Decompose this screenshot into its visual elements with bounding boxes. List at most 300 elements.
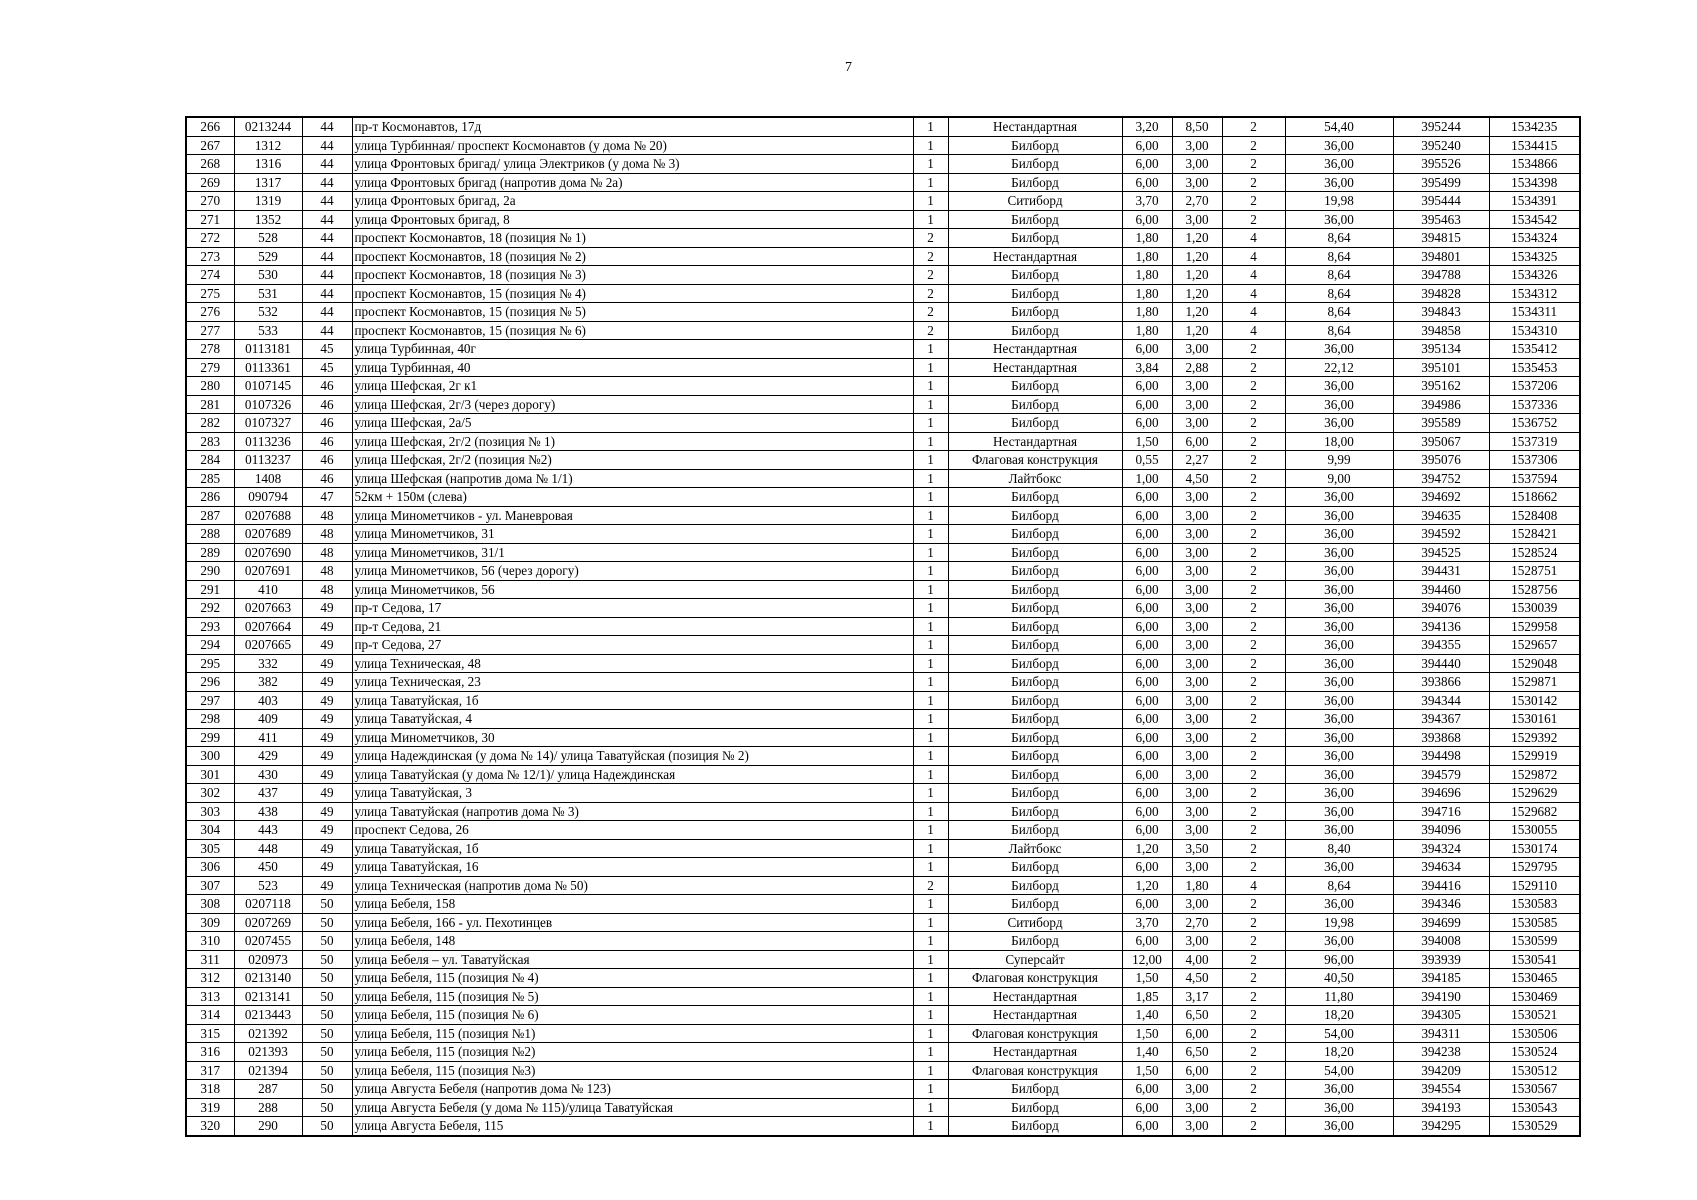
y-coordinate-cell: 1529048 bbox=[1489, 654, 1580, 673]
address-cell: проспект Космонавтов, 15 (позиция № 5) bbox=[352, 303, 913, 322]
width-cell: 6,00 bbox=[1122, 506, 1172, 525]
address-cell: улица Бебеля, 158 bbox=[352, 895, 913, 914]
sides-cell: 2 bbox=[1222, 858, 1285, 877]
height-cell: 6,00 bbox=[1172, 1024, 1222, 1043]
width-cell: 1,20 bbox=[1122, 839, 1172, 858]
table-row bbox=[186, 117, 1580, 136]
x-coordinate-cell: 394699 bbox=[1393, 913, 1489, 932]
x-coordinate-cell: 394416 bbox=[1393, 876, 1489, 895]
height-cell: 1,20 bbox=[1172, 321, 1222, 340]
area-cell: 40,50 bbox=[1285, 969, 1393, 988]
code-cell: 443 bbox=[234, 821, 302, 840]
table-row bbox=[186, 1061, 1580, 1080]
area-cell: 36,00 bbox=[1285, 636, 1393, 655]
row-number-cell: 317 bbox=[186, 1061, 234, 1080]
width-cell: 6,00 bbox=[1122, 747, 1172, 766]
sides-cell: 4 bbox=[1222, 303, 1285, 322]
address-cell: улица Техническая, 23 bbox=[352, 673, 913, 692]
quantity-cell: 1 bbox=[913, 1061, 948, 1080]
row-number-cell: 268 bbox=[186, 155, 234, 174]
address-cell: улица Шефская, 2г/2 (позиция № 1) bbox=[352, 432, 913, 451]
height-cell: 3,00 bbox=[1172, 155, 1222, 174]
row-number-cell: 266 bbox=[186, 117, 234, 136]
sides-cell: 2 bbox=[1222, 525, 1285, 544]
quantity-cell: 1 bbox=[913, 136, 948, 155]
table-row bbox=[186, 1043, 1580, 1062]
quantity-cell: 1 bbox=[913, 673, 948, 692]
table-row bbox=[186, 839, 1580, 858]
y-coordinate-cell: 1534415 bbox=[1489, 136, 1580, 155]
width-cell: 1,80 bbox=[1122, 303, 1172, 322]
table-row bbox=[186, 821, 1580, 840]
sides-cell: 2 bbox=[1222, 451, 1285, 470]
district-cell: 50 bbox=[302, 932, 352, 951]
code-cell: 1312 bbox=[234, 136, 302, 155]
code-cell: 528 bbox=[234, 229, 302, 248]
x-coordinate-cell: 395240 bbox=[1393, 136, 1489, 155]
y-coordinate-cell: 1529392 bbox=[1489, 728, 1580, 747]
width-cell: 6,00 bbox=[1122, 932, 1172, 951]
type-cell: Билборд bbox=[948, 876, 1122, 895]
sides-cell: 2 bbox=[1222, 1024, 1285, 1043]
width-cell: 6,00 bbox=[1122, 136, 1172, 155]
sides-cell: 2 bbox=[1222, 1043, 1285, 1062]
quantity-cell: 2 bbox=[913, 303, 948, 322]
width-cell: 6,00 bbox=[1122, 599, 1172, 618]
height-cell: 3,00 bbox=[1172, 173, 1222, 192]
table-row bbox=[186, 469, 1580, 488]
height-cell: 3,00 bbox=[1172, 858, 1222, 877]
district-cell: 45 bbox=[302, 358, 352, 377]
district-cell: 48 bbox=[302, 525, 352, 544]
x-coordinate-cell: 394692 bbox=[1393, 488, 1489, 507]
district-cell: 46 bbox=[302, 414, 352, 433]
quantity-cell: 2 bbox=[913, 247, 948, 266]
y-coordinate-cell: 1530039 bbox=[1489, 599, 1580, 618]
area-cell: 36,00 bbox=[1285, 136, 1393, 155]
address-cell: улица Таватуйская (напротив дома № 3) bbox=[352, 802, 913, 821]
width-cell: 1,50 bbox=[1122, 432, 1172, 451]
y-coordinate-cell: 1518662 bbox=[1489, 488, 1580, 507]
height-cell: 3,00 bbox=[1172, 728, 1222, 747]
quantity-cell: 1 bbox=[913, 1080, 948, 1099]
width-cell: 1,50 bbox=[1122, 1024, 1172, 1043]
height-cell: 2,88 bbox=[1172, 358, 1222, 377]
row-number-cell: 271 bbox=[186, 210, 234, 229]
district-cell: 50 bbox=[302, 987, 352, 1006]
height-cell: 1,20 bbox=[1172, 284, 1222, 303]
address-cell: улица Шефская, 2г/3 (через дорогу) bbox=[352, 395, 913, 414]
y-coordinate-cell: 1534326 bbox=[1489, 266, 1580, 285]
address-cell: пр-т Космонавтов, 17д bbox=[352, 117, 913, 136]
x-coordinate-cell: 394525 bbox=[1393, 543, 1489, 562]
y-coordinate-cell: 1534398 bbox=[1489, 173, 1580, 192]
district-cell: 44 bbox=[302, 303, 352, 322]
code-cell: 382 bbox=[234, 673, 302, 692]
sides-cell: 4 bbox=[1222, 321, 1285, 340]
x-coordinate-cell: 395444 bbox=[1393, 192, 1489, 211]
sides-cell: 2 bbox=[1222, 1117, 1285, 1136]
table-row bbox=[186, 765, 1580, 784]
area-cell: 18,20 bbox=[1285, 1006, 1393, 1025]
code-cell: 0213244 bbox=[234, 117, 302, 136]
width-cell: 1,50 bbox=[1122, 969, 1172, 988]
address-cell: улица Фронтовых бригад (напротив дома № 2а) bbox=[352, 173, 913, 192]
sides-cell: 2 bbox=[1222, 784, 1285, 803]
quantity-cell: 1 bbox=[913, 636, 948, 655]
address-cell: улица Таватуйская, 1б bbox=[352, 839, 913, 858]
width-cell: 3,70 bbox=[1122, 192, 1172, 211]
sides-cell: 2 bbox=[1222, 414, 1285, 433]
area-cell: 54,00 bbox=[1285, 1061, 1393, 1080]
address-cell: улица Шефская, 2г/2 (позиция №2) bbox=[352, 451, 913, 470]
row-number-cell: 269 bbox=[186, 173, 234, 192]
height-cell: 3,00 bbox=[1172, 710, 1222, 729]
quantity-cell: 1 bbox=[913, 1098, 948, 1117]
row-number-cell: 286 bbox=[186, 488, 234, 507]
sides-cell: 2 bbox=[1222, 1098, 1285, 1117]
sides-cell: 2 bbox=[1222, 821, 1285, 840]
district-cell: 49 bbox=[302, 765, 352, 784]
type-cell: Билборд bbox=[948, 414, 1122, 433]
row-number-cell: 311 bbox=[186, 950, 234, 969]
x-coordinate-cell: 394346 bbox=[1393, 895, 1489, 914]
code-cell: 0113361 bbox=[234, 358, 302, 377]
area-cell: 36,00 bbox=[1285, 710, 1393, 729]
width-cell: 6,00 bbox=[1122, 821, 1172, 840]
height-cell: 3,00 bbox=[1172, 636, 1222, 655]
row-number-cell: 279 bbox=[186, 358, 234, 377]
row-number-cell: 310 bbox=[186, 932, 234, 951]
type-cell: Нестандартная bbox=[948, 987, 1122, 1006]
code-cell: 0107326 bbox=[234, 395, 302, 414]
row-number-cell: 320 bbox=[186, 1117, 234, 1136]
address-cell: улица Бебеля, 115 (позиция № 5) bbox=[352, 987, 913, 1006]
sides-cell: 2 bbox=[1222, 340, 1285, 359]
sides-cell: 2 bbox=[1222, 599, 1285, 618]
table-body bbox=[186, 117, 1580, 1136]
y-coordinate-cell: 1529958 bbox=[1489, 617, 1580, 636]
district-cell: 46 bbox=[302, 432, 352, 451]
quantity-cell: 1 bbox=[913, 617, 948, 636]
row-number-cell: 304 bbox=[186, 821, 234, 840]
row-number-cell: 296 bbox=[186, 673, 234, 692]
y-coordinate-cell: 1534312 bbox=[1489, 284, 1580, 303]
area-cell: 9,99 bbox=[1285, 451, 1393, 470]
area-cell: 8,64 bbox=[1285, 229, 1393, 248]
address-cell: улица Техническая (напротив дома № 50) bbox=[352, 876, 913, 895]
type-cell: Флаговая конструкция bbox=[948, 1024, 1122, 1043]
sides-cell: 2 bbox=[1222, 950, 1285, 969]
area-cell: 8,64 bbox=[1285, 266, 1393, 285]
type-cell: Билборд bbox=[948, 210, 1122, 229]
code-cell: 531 bbox=[234, 284, 302, 303]
height-cell: 3,00 bbox=[1172, 377, 1222, 396]
address-cell: улица Минометчиков - ул. Маневровая bbox=[352, 506, 913, 525]
area-cell: 36,00 bbox=[1285, 395, 1393, 414]
area-cell: 36,00 bbox=[1285, 654, 1393, 673]
row-number-cell: 294 bbox=[186, 636, 234, 655]
code-cell: 1319 bbox=[234, 192, 302, 211]
table-row bbox=[186, 543, 1580, 562]
x-coordinate-cell: 394209 bbox=[1393, 1061, 1489, 1080]
y-coordinate-cell: 1530465 bbox=[1489, 969, 1580, 988]
height-cell: 3,00 bbox=[1172, 895, 1222, 914]
row-number-cell: 299 bbox=[186, 728, 234, 747]
address-cell: улица Минометчиков, 31 bbox=[352, 525, 913, 544]
type-cell: Билборд bbox=[948, 784, 1122, 803]
y-coordinate-cell: 1534391 bbox=[1489, 192, 1580, 211]
code-cell: 523 bbox=[234, 876, 302, 895]
district-cell: 48 bbox=[302, 580, 352, 599]
width-cell: 6,00 bbox=[1122, 155, 1172, 174]
district-cell: 44 bbox=[302, 321, 352, 340]
area-cell: 36,00 bbox=[1285, 580, 1393, 599]
sides-cell: 2 bbox=[1222, 839, 1285, 858]
quantity-cell: 1 bbox=[913, 821, 948, 840]
address-cell: улица Минометчиков, 30 bbox=[352, 728, 913, 747]
area-cell: 36,00 bbox=[1285, 932, 1393, 951]
row-number-cell: 312 bbox=[186, 969, 234, 988]
sides-cell: 2 bbox=[1222, 432, 1285, 451]
x-coordinate-cell: 393866 bbox=[1393, 673, 1489, 692]
address-cell: улица Фронтовых бригад/ улица Электриков (у дома № 3) bbox=[352, 155, 913, 174]
sides-cell: 2 bbox=[1222, 691, 1285, 710]
district-cell: 44 bbox=[302, 229, 352, 248]
district-cell: 49 bbox=[302, 839, 352, 858]
height-cell: 8,50 bbox=[1172, 117, 1222, 136]
type-cell: Нестандартная bbox=[948, 247, 1122, 266]
district-cell: 44 bbox=[302, 210, 352, 229]
district-cell: 44 bbox=[302, 284, 352, 303]
district-cell: 50 bbox=[302, 1061, 352, 1080]
y-coordinate-cell: 1530524 bbox=[1489, 1043, 1580, 1062]
y-coordinate-cell: 1534866 bbox=[1489, 155, 1580, 174]
height-cell: 3,00 bbox=[1172, 580, 1222, 599]
quantity-cell: 1 bbox=[913, 117, 948, 136]
district-cell: 49 bbox=[302, 636, 352, 655]
x-coordinate-cell: 394185 bbox=[1393, 969, 1489, 988]
x-coordinate-cell: 394344 bbox=[1393, 691, 1489, 710]
table-row bbox=[186, 562, 1580, 581]
quantity-cell: 1 bbox=[913, 488, 948, 507]
y-coordinate-cell: 1528756 bbox=[1489, 580, 1580, 599]
row-number-cell: 292 bbox=[186, 599, 234, 618]
width-cell: 6,00 bbox=[1122, 1080, 1172, 1099]
x-coordinate-cell: 394190 bbox=[1393, 987, 1489, 1006]
sides-cell: 2 bbox=[1222, 747, 1285, 766]
sides-cell: 2 bbox=[1222, 1006, 1285, 1025]
table-row bbox=[186, 987, 1580, 1006]
height-cell: 6,50 bbox=[1172, 1043, 1222, 1062]
code-cell: 430 bbox=[234, 765, 302, 784]
sides-cell: 2 bbox=[1222, 155, 1285, 174]
height-cell: 6,00 bbox=[1172, 432, 1222, 451]
code-cell: 332 bbox=[234, 654, 302, 673]
area-cell: 36,00 bbox=[1285, 210, 1393, 229]
x-coordinate-cell: 395162 bbox=[1393, 377, 1489, 396]
quantity-cell: 1 bbox=[913, 950, 948, 969]
address-cell: улица Шефская, 2а/5 bbox=[352, 414, 913, 433]
x-coordinate-cell: 395463 bbox=[1393, 210, 1489, 229]
row-number-cell: 303 bbox=[186, 802, 234, 821]
area-cell: 36,00 bbox=[1285, 414, 1393, 433]
height-cell: 3,00 bbox=[1172, 1117, 1222, 1136]
quantity-cell: 1 bbox=[913, 414, 948, 433]
x-coordinate-cell: 394696 bbox=[1393, 784, 1489, 803]
height-cell: 1,20 bbox=[1172, 303, 1222, 322]
x-coordinate-cell: 394324 bbox=[1393, 839, 1489, 858]
type-cell: Билборд bbox=[948, 488, 1122, 507]
y-coordinate-cell: 1530161 bbox=[1489, 710, 1580, 729]
code-cell: 411 bbox=[234, 728, 302, 747]
table-row bbox=[186, 284, 1580, 303]
quantity-cell: 1 bbox=[913, 599, 948, 618]
type-cell: Билборд bbox=[948, 525, 1122, 544]
code-cell: 0207455 bbox=[234, 932, 302, 951]
area-cell: 18,00 bbox=[1285, 432, 1393, 451]
type-cell: Билборд bbox=[948, 284, 1122, 303]
quantity-cell: 1 bbox=[913, 987, 948, 1006]
sides-cell: 2 bbox=[1222, 710, 1285, 729]
width-cell: 1,80 bbox=[1122, 284, 1172, 303]
width-cell: 6,00 bbox=[1122, 858, 1172, 877]
row-number-cell: 308 bbox=[186, 895, 234, 914]
address-cell: проспект Космонавтов, 15 (позиция № 4) bbox=[352, 284, 913, 303]
row-number-cell: 290 bbox=[186, 562, 234, 581]
address-cell: улица Таватуйская, 1б bbox=[352, 691, 913, 710]
table-row bbox=[186, 525, 1580, 544]
y-coordinate-cell: 1530541 bbox=[1489, 950, 1580, 969]
height-cell: 3,00 bbox=[1172, 747, 1222, 766]
area-cell: 9,00 bbox=[1285, 469, 1393, 488]
code-cell: 533 bbox=[234, 321, 302, 340]
quantity-cell: 1 bbox=[913, 506, 948, 525]
x-coordinate-cell: 395499 bbox=[1393, 173, 1489, 192]
code-cell: 0213443 bbox=[234, 1006, 302, 1025]
code-cell: 529 bbox=[234, 247, 302, 266]
quantity-cell: 1 bbox=[913, 451, 948, 470]
district-cell: 50 bbox=[302, 950, 352, 969]
type-cell: Флаговая конструкция bbox=[948, 1061, 1122, 1080]
quantity-cell: 1 bbox=[913, 210, 948, 229]
type-cell: Билборд bbox=[948, 599, 1122, 618]
code-cell: 0213141 bbox=[234, 987, 302, 1006]
x-coordinate-cell: 394498 bbox=[1393, 747, 1489, 766]
y-coordinate-cell: 1537594 bbox=[1489, 469, 1580, 488]
y-coordinate-cell: 1537319 bbox=[1489, 432, 1580, 451]
type-cell: Билборд bbox=[948, 229, 1122, 248]
x-coordinate-cell: 393868 bbox=[1393, 728, 1489, 747]
area-cell: 8,64 bbox=[1285, 284, 1393, 303]
x-coordinate-cell: 394716 bbox=[1393, 802, 1489, 821]
width-cell: 6,00 bbox=[1122, 654, 1172, 673]
area-cell: 36,00 bbox=[1285, 691, 1393, 710]
y-coordinate-cell: 1529657 bbox=[1489, 636, 1580, 655]
address-cell: улица Минометчиков, 56 bbox=[352, 580, 913, 599]
width-cell: 3,20 bbox=[1122, 117, 1172, 136]
code-cell: 532 bbox=[234, 303, 302, 322]
code-cell: 0107327 bbox=[234, 414, 302, 433]
x-coordinate-cell: 394788 bbox=[1393, 266, 1489, 285]
district-cell: 49 bbox=[302, 858, 352, 877]
table-row bbox=[186, 1117, 1580, 1136]
type-cell: Билборд bbox=[948, 377, 1122, 396]
address-cell: проспект Космонавтов, 18 (позиция № 1) bbox=[352, 229, 913, 248]
row-number-cell: 314 bbox=[186, 1006, 234, 1025]
width-cell: 6,00 bbox=[1122, 802, 1172, 821]
area-cell: 36,00 bbox=[1285, 858, 1393, 877]
quantity-cell: 2 bbox=[913, 266, 948, 285]
quantity-cell: 1 bbox=[913, 969, 948, 988]
area-cell: 36,00 bbox=[1285, 506, 1393, 525]
address-cell: улица Минометчиков, 56 (через дорогу) bbox=[352, 562, 913, 581]
district-cell: 44 bbox=[302, 266, 352, 285]
district-cell: 50 bbox=[302, 1024, 352, 1043]
quantity-cell: 1 bbox=[913, 1006, 948, 1025]
area-cell: 8,64 bbox=[1285, 321, 1393, 340]
table-row bbox=[186, 155, 1580, 174]
width-cell: 6,00 bbox=[1122, 1117, 1172, 1136]
code-cell: 1316 bbox=[234, 155, 302, 174]
y-coordinate-cell: 1530506 bbox=[1489, 1024, 1580, 1043]
height-cell: 3,00 bbox=[1172, 691, 1222, 710]
code-cell: 1352 bbox=[234, 210, 302, 229]
table-row bbox=[186, 1006, 1580, 1025]
type-cell: Билборд bbox=[948, 617, 1122, 636]
height-cell: 3,00 bbox=[1172, 340, 1222, 359]
type-cell: Нестандартная bbox=[948, 117, 1122, 136]
width-cell: 6,00 bbox=[1122, 617, 1172, 636]
code-cell: 0207663 bbox=[234, 599, 302, 618]
width-cell: 6,00 bbox=[1122, 562, 1172, 581]
sides-cell: 2 bbox=[1222, 543, 1285, 562]
sides-cell: 2 bbox=[1222, 173, 1285, 192]
height-cell: 3,00 bbox=[1172, 525, 1222, 544]
area-cell: 36,00 bbox=[1285, 673, 1393, 692]
area-cell: 36,00 bbox=[1285, 617, 1393, 636]
y-coordinate-cell: 1530055 bbox=[1489, 821, 1580, 840]
code-cell: 403 bbox=[234, 691, 302, 710]
row-number-cell: 301 bbox=[186, 765, 234, 784]
address-cell: улица Турбинная, 40г bbox=[352, 340, 913, 359]
y-coordinate-cell: 1530521 bbox=[1489, 1006, 1580, 1025]
address-cell: проспект Седова, 26 bbox=[352, 821, 913, 840]
height-cell: 3,00 bbox=[1172, 932, 1222, 951]
sides-cell: 2 bbox=[1222, 395, 1285, 414]
district-cell: 50 bbox=[302, 969, 352, 988]
address-cell: проспект Космонавтов, 15 (позиция № 6) bbox=[352, 321, 913, 340]
address-cell: проспект Космонавтов, 18 (позиция № 2) bbox=[352, 247, 913, 266]
address-cell: пр-т Седова, 27 bbox=[352, 636, 913, 655]
width-cell: 1,00 bbox=[1122, 469, 1172, 488]
area-cell: 36,00 bbox=[1285, 340, 1393, 359]
row-number-cell: 270 bbox=[186, 192, 234, 211]
row-number-cell: 275 bbox=[186, 284, 234, 303]
y-coordinate-cell: 1534310 bbox=[1489, 321, 1580, 340]
table-row bbox=[186, 710, 1580, 729]
y-coordinate-cell: 1529682 bbox=[1489, 802, 1580, 821]
address-cell: улица Таватуйская, 16 bbox=[352, 858, 913, 877]
y-coordinate-cell: 1529629 bbox=[1489, 784, 1580, 803]
height-cell: 3,00 bbox=[1172, 784, 1222, 803]
district-cell: 49 bbox=[302, 876, 352, 895]
quantity-cell: 1 bbox=[913, 784, 948, 803]
code-cell: 0113237 bbox=[234, 451, 302, 470]
sides-cell: 2 bbox=[1222, 192, 1285, 211]
row-number-cell: 278 bbox=[186, 340, 234, 359]
district-cell: 44 bbox=[302, 117, 352, 136]
